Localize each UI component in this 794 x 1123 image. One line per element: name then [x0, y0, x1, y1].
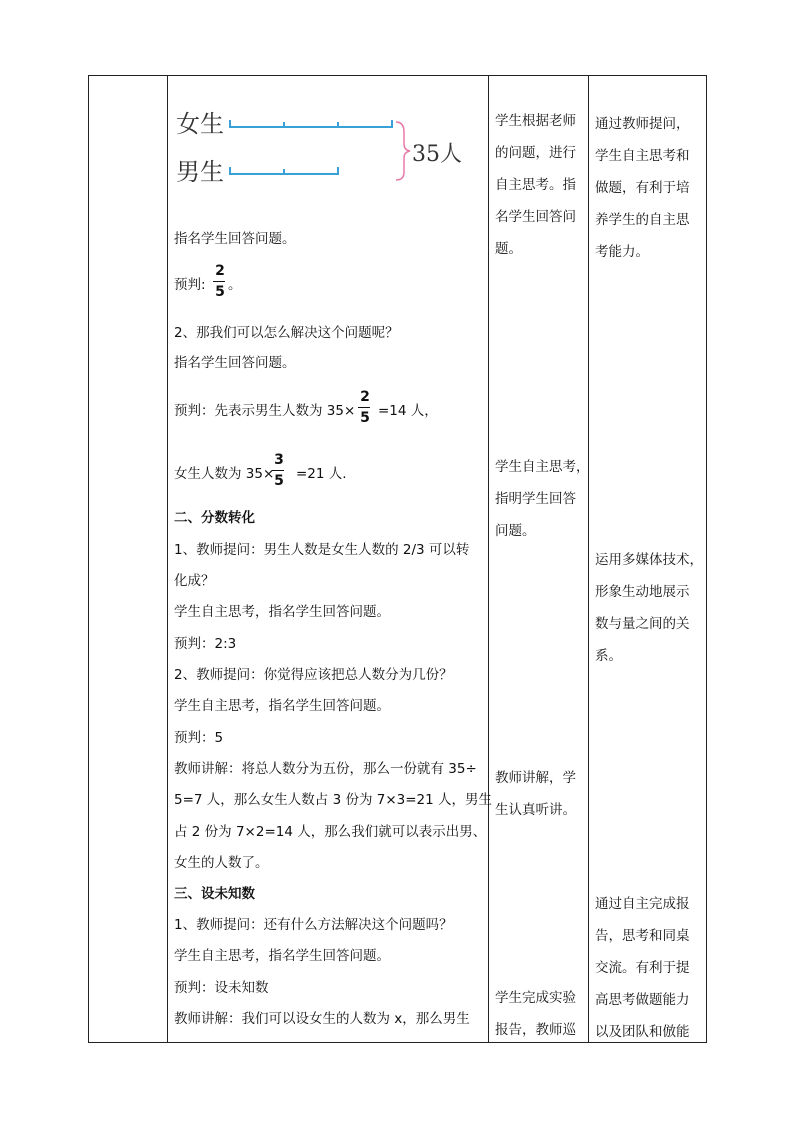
text-line: 学生自主思考， [495, 459, 590, 475]
design-intent-block [595, 888, 690, 1048]
text-line: 1、教师提问：还有什么方法解决这个问题吗？ [174, 917, 453, 933]
text-line: 2、教师提问：你觉得应该把总人数分为几份？ [174, 667, 453, 683]
prediction-label: 预判: [174, 277, 206, 293]
text-line: 指名学生回答问题。 [174, 231, 296, 247]
text-line: 数与量之间的关 [595, 616, 690, 632]
fraction-two-fifths [358, 389, 372, 426]
text-line: 2、那我们可以怎么解决这个问题呢？ [174, 325, 399, 341]
text-punct: 。 [228, 277, 242, 293]
text-line: 化成？ [174, 573, 215, 589]
text-line: 高思考做题能力 [595, 992, 690, 1008]
text-line: 1、教师提问：男生人数是女生人数的 2/3 可以转 [174, 542, 470, 558]
text-line: 学生自主思考，指名学生回答问题。 [174, 604, 390, 620]
text-line: 女生的人数了。 [174, 855, 269, 871]
design-intent-block [595, 544, 703, 672]
text-line: 通过教师提问， [595, 116, 690, 132]
brace-icon [396, 122, 410, 180]
text-line: 学生自主思考，指名学生回答问题。 [174, 948, 390, 964]
text-line: 生认真听讲。 [495, 802, 576, 818]
text-line: 通过自主完成报 [595, 896, 690, 912]
student-activity-block [495, 105, 576, 265]
text-line: 自主思考。指 [495, 177, 576, 193]
text-line: 教师讲解，学 [495, 770, 576, 786]
text-line: 报告，教师巡 [495, 1022, 576, 1038]
text-line: 指明学生回答 [495, 491, 576, 507]
text-line: 以及团队和倣能 [595, 1024, 690, 1040]
text-line: 交流。有利于提 [595, 960, 690, 976]
girl-segment-line [230, 120, 392, 128]
boy-segment-line [230, 167, 338, 175]
text-line: 学生完成实验 [495, 990, 576, 1006]
text-line: 形象生动地展示 [595, 584, 690, 600]
student-activity-block [495, 762, 576, 826]
text-line: 做题，有利于培 [595, 180, 690, 196]
section-title: 二、分数转化 [174, 510, 255, 526]
fraction-two-fifths [213, 263, 227, 300]
text-line: 养学生的自主思 [595, 212, 690, 228]
text-line: 学生根据老师 [495, 113, 576, 129]
segment-bars [224, 110, 414, 182]
text-line: 教师讲解：我们可以设女生的人数为 x，那么男生 [174, 1011, 470, 1027]
total-label: 35人 [412, 142, 462, 167]
boy-label: 男生 [176, 158, 224, 186]
text-line: 问题。 [495, 523, 536, 539]
fraction-numerator: 2 [215, 263, 225, 279]
section-title: 三、设未知数 [174, 886, 255, 902]
student-activity-block [495, 451, 590, 547]
text-line: 教师讲解：将总人数分为五份，那么一份就有 35÷ [174, 761, 477, 777]
fraction-denominator: 5 [274, 473, 284, 489]
text-line: =21 人. [296, 466, 347, 482]
text-line: 考能力。 [595, 244, 649, 260]
text-line: 学生自主思考，指名学生回答问题。 [174, 698, 390, 714]
table-cell-empty [88, 75, 168, 1043]
fraction-denominator: 5 [360, 410, 370, 426]
fraction-numerator: 3 [274, 452, 284, 468]
text-line: 名学生回答问 [495, 209, 576, 225]
student-activity-block [495, 982, 576, 1046]
text-line: =14 人， [378, 403, 438, 419]
text-line: 预判：设未知数 [174, 980, 269, 996]
text-line: 学生自主思考和 [595, 148, 690, 164]
text-line: 运用多媒体技术， [595, 552, 703, 568]
girl-label: 女生 [176, 110, 224, 138]
prediction-text: 预判：先表示男生人数为 35× [174, 403, 356, 419]
text-line: 题。 [495, 241, 522, 257]
text-line: 5=7 人，那么女生人数占 3 份为 7×3=21 人，男生 [174, 792, 493, 808]
fraction-denominator: 5 [215, 284, 225, 300]
fraction-numerator: 2 [360, 389, 370, 405]
text-line: 占 2 份为 7×2=14 人，那么我们就可以表示出男、 [174, 824, 487, 840]
text-line: 的问题，进行 [495, 145, 576, 161]
text-line: 系。 [595, 648, 622, 664]
text-line: 预判：2:3 [174, 636, 237, 652]
design-intent-block [595, 108, 690, 268]
text-line: 指名学生回答问题。 [174, 355, 296, 371]
fraction-three-fifths [272, 452, 286, 489]
text-line: 预判：5 [174, 730, 224, 746]
text-line: 告，思考和同桌 [595, 928, 690, 944]
text-line: 女生人数为 35× [174, 466, 275, 482]
